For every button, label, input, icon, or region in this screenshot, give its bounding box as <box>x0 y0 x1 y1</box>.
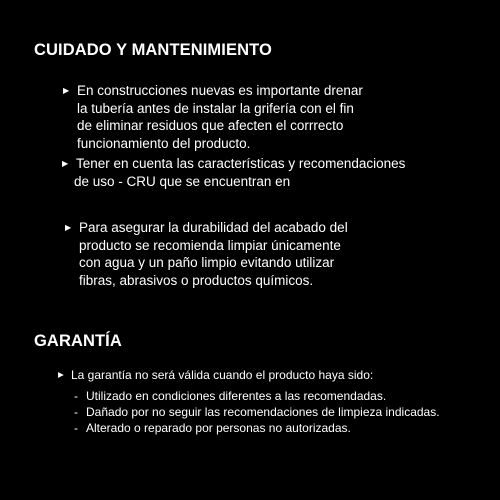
bullet-line: En construcciones nuevas es importante drenar <box>77 83 363 98</box>
bullet-line: fibras, abrasivos o productos químicos. <box>79 272 314 288</box>
triangle-right-icon: ▶ <box>62 159 69 168</box>
list-item <box>74 420 440 436</box>
list-item-text: Utilizado en condiciones diferentes a las recomendadas. <box>86 389 387 403</box>
dash-marker: - <box>74 389 78 403</box>
triangle-right-icon: ▶ <box>63 86 70 95</box>
bullet-text <box>79 219 348 289</box>
care-bullet-drain <box>63 82 363 152</box>
bullet-line: Tener en cuenta las características y recomendaciones <box>76 156 406 171</box>
list-item <box>74 404 440 420</box>
bullet-text <box>77 82 363 152</box>
warranty-bullet-intro <box>58 367 373 383</box>
warranty-exclusions-list <box>74 388 440 436</box>
bullet-line: de eliminar residuos que afecten el corrrecto <box>77 118 344 133</box>
care-bullet-recommendations <box>62 155 405 190</box>
bullet-line: producto se recomienda limpiar únicamente <box>79 237 341 253</box>
list-item <box>74 388 440 404</box>
bullet-line: con agua y un paño limpio evitando utilizar <box>79 255 335 270</box>
dash-marker: - <box>74 421 78 435</box>
section-title-warranty: GARANTÍA <box>34 332 122 350</box>
section-title-care: CUIDADO Y MANTENIMIENTO <box>34 41 272 59</box>
bullet-text <box>71 367 373 383</box>
dash-marker: - <box>74 405 78 419</box>
bullet-line: Para asegurar la durabilidad del acabado del <box>79 220 348 235</box>
list-item-text: Alterado o reparado por personas no autorizadas. <box>86 421 351 435</box>
care-bullet-cleaning <box>65 219 348 289</box>
triangle-right-icon: ▶ <box>58 370 64 379</box>
list-item-text: Dañado por no seguir las recomendaciones de limpieza indicadas. <box>86 405 440 419</box>
bullet-line: La garantía no será válida cuando el producto haya sido: <box>71 368 374 382</box>
triangle-right-icon: ▶ <box>65 223 72 232</box>
bullet-text <box>76 155 405 190</box>
bullet-line: de uso - CRU que se encuentran en <box>74 173 291 189</box>
bullet-line: la tubería antes de instalar la grifería con el fin <box>77 100 354 116</box>
bullet-line: funcionamiento del producto. <box>77 135 251 151</box>
